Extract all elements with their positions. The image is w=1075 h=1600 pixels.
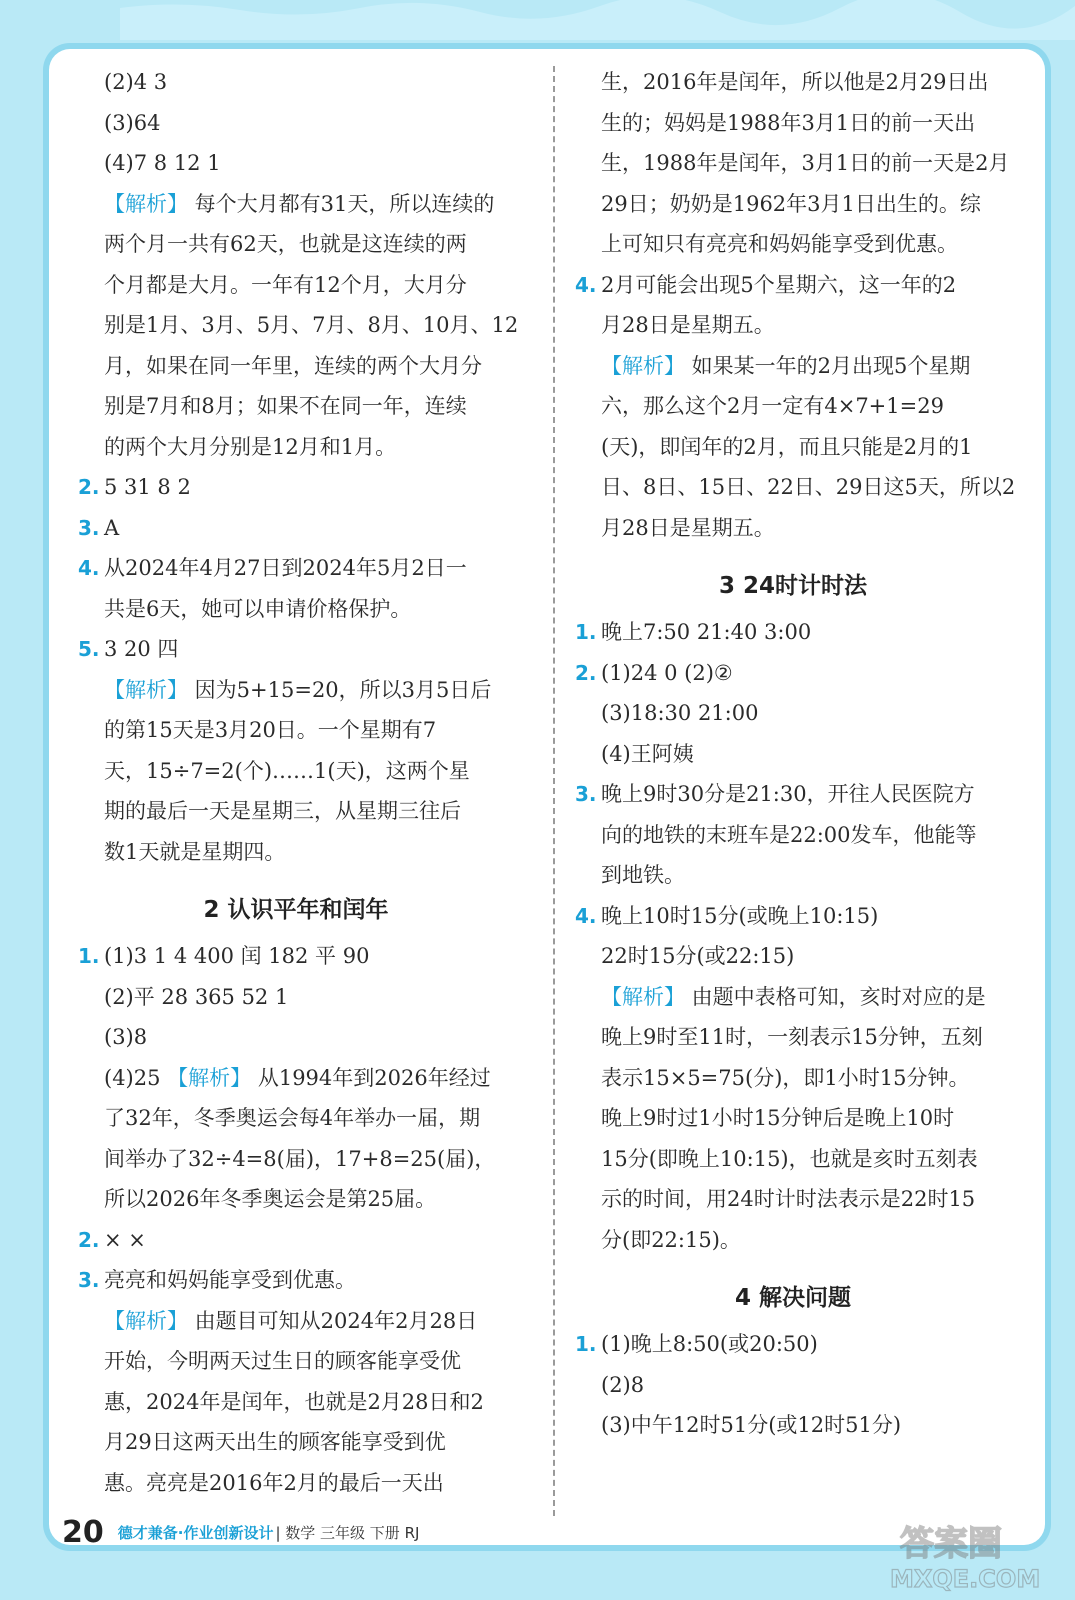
- text-line: [575, 977, 1011, 1018]
- line-text: 从2024年4月27日到2024年5月2日一: [104, 556, 467, 580]
- line-text: 晚上7:50 21:40 3:00: [601, 620, 812, 644]
- text-line: [575, 896, 1011, 937]
- line-text: 示的时间，用24时计时法表示是22时15: [601, 1187, 976, 1211]
- line-text: 晚上9时至11时，一刻表示15分钟，五刻: [601, 1025, 983, 1049]
- line-text: A: [104, 515, 120, 540]
- text-line: [78, 1341, 514, 1382]
- text-line: [575, 1139, 1011, 1180]
- line-text: 因为5+15=20，所以3月5日后: [188, 677, 492, 702]
- text-line: [575, 467, 1016, 508]
- line-text: 22时15分(或22:15): [601, 944, 795, 968]
- text-line: [78, 184, 514, 225]
- text-line: [78, 936, 514, 977]
- line-text: (3)8: [104, 1025, 148, 1049]
- line-text: (2)4 3: [104, 70, 168, 94]
- text-line: [78, 224, 514, 265]
- line-text: 间举办了32÷4=8(届)，17+8=25(届)，: [104, 1146, 496, 1171]
- analysis-tag: 【解析】: [104, 677, 188, 702]
- column-divider: [553, 66, 555, 1516]
- text-line: [575, 815, 1011, 856]
- section-heading: 3 24时计时法: [718, 573, 868, 599]
- text-line: [575, 143, 1011, 184]
- line-text: 向的地铁的末班车是22:00发车，他能等: [601, 822, 977, 847]
- line-text: 惠，2024年是闰年，也就是2月28日和2: [104, 1389, 484, 1414]
- question-number: 5.: [78, 637, 100, 661]
- text-line: [78, 548, 514, 589]
- text-line: [78, 386, 514, 427]
- line-text: 晚上9时过1小时15分钟后是晚上10时: [601, 1106, 955, 1130]
- line-text: (2)平 28 365 52 1: [104, 984, 289, 1009]
- question-number: 4.: [78, 556, 100, 580]
- text-line: [575, 1058, 1011, 1099]
- text-line: [575, 386, 1011, 427]
- text-line: [575, 508, 1011, 549]
- text-line: [78, 467, 514, 508]
- text-line: [78, 143, 514, 184]
- text-line: [78, 589, 514, 630]
- text-line: [575, 224, 1011, 265]
- text-line: [78, 103, 514, 144]
- question-number: 4.: [575, 903, 597, 928]
- question-number: 3.: [575, 782, 597, 806]
- left-column: [78, 62, 519, 1503]
- line-text: (天)，即闰年的2月，而且只能是2月的1: [601, 434, 973, 459]
- line-text: (1)晚上8:50(或20:50): [601, 1332, 818, 1356]
- line-text: (3)18:30 21:00: [601, 701, 759, 725]
- line-text: (4)王阿姨: [601, 741, 694, 766]
- text-line: [575, 855, 1011, 896]
- line-text: 天，15÷7=2(个)……1(天)，这两个星: [104, 758, 470, 783]
- section-heading: 4 解决问题: [734, 1285, 851, 1311]
- line-text: 生，2016年是闰年，所以他是2月29日出: [601, 70, 989, 94]
- question-number: 1.: [78, 944, 100, 968]
- analysis-tag: 【解析】: [601, 353, 685, 378]
- page-number: 20: [62, 1514, 104, 1550]
- text-line: [575, 1324, 1011, 1365]
- text-line: [78, 508, 514, 549]
- text-line: [78, 62, 514, 103]
- question-number: 2.: [575, 660, 597, 685]
- text-line: [78, 1463, 514, 1504]
- line-text: 共是6天，她可以申请价格保护。: [104, 596, 412, 621]
- line-text: 表示15×5=75(分)，即1小时15分钟。: [601, 1065, 970, 1090]
- text-line: [78, 629, 514, 670]
- text-line: [78, 1179, 514, 1220]
- line-text: 了32年，冬季奥运会每4年举办一届，期: [104, 1106, 481, 1130]
- text-line: [575, 1220, 1011, 1261]
- line-text: 两个月一共有62天，也就是这连续的两: [104, 232, 467, 256]
- line-text: 3 20 四: [104, 637, 179, 661]
- line-text: 到地铁。: [601, 863, 685, 887]
- site-watermark: [880, 1515, 1060, 1595]
- analysis-tag: 【解析】: [104, 191, 188, 216]
- text-line: [575, 612, 1011, 653]
- line-text: 上可知只有亮亮和妈妈能享受到优惠。: [601, 232, 958, 256]
- line-text: 5 31 8 2: [104, 475, 191, 499]
- text-line: [78, 710, 514, 751]
- text-line: [575, 427, 1011, 468]
- line-text: 期的最后一天是星期三，从星期三往后: [104, 799, 461, 823]
- line-text: (3)中午12时51分(或12时51分): [601, 1413, 902, 1437]
- analysis-tag: 【解析】: [601, 984, 685, 1009]
- text-line: [575, 184, 1011, 225]
- text-line: [78, 977, 514, 1018]
- line-text: 如果某一年的2月出现5个星期: [685, 353, 971, 378]
- line-text: 分(即22:15)。: [601, 1227, 741, 1252]
- watermark-top-text: 答案圈: [900, 1524, 1002, 1564]
- line-text: (2)8: [601, 1372, 645, 1397]
- line-text: 晚上10时15分(或晚上10:15): [601, 903, 879, 928]
- line-text: 开始，今明两天过生日的顾客能享受优: [104, 1349, 461, 1373]
- line-text: 六，那么这个2月一定有4×7+1=29: [601, 394, 944, 418]
- question-number: 1.: [575, 620, 597, 644]
- text-line: [78, 346, 514, 387]
- analysis-tag: 【解析】: [104, 1308, 188, 1333]
- line-text: (4)7 8 12 1: [104, 151, 221, 175]
- line-text: 由题中表格可知，亥时对应的是: [685, 984, 986, 1009]
- line-text: 的两个大月分别是12月和1月。: [104, 434, 397, 459]
- text-line: [575, 734, 1011, 775]
- text-line: [575, 1405, 1011, 1446]
- line-text: 所以2026年冬季奥运会是第25届。: [104, 1187, 437, 1211]
- text-line: [78, 670, 514, 711]
- line-text: 亮亮和妈妈能享受到优惠。: [104, 1268, 356, 1292]
- text-line: [575, 62, 1011, 103]
- line-text: 数1天就是星期四。: [104, 839, 286, 864]
- line-text: (1)24 0 (2)②: [601, 660, 733, 685]
- line-text: (1)3 1 4 400 闰 182 平 90: [104, 944, 370, 968]
- text-line: [575, 305, 1011, 346]
- line-text: × ×: [104, 1227, 146, 1252]
- text-line: [78, 1139, 514, 1180]
- line-text: 29日；奶奶是1962年3月1日出生的。综: [601, 191, 981, 216]
- section-heading: 2 认识平年和闰年: [203, 897, 389, 923]
- question-number: 3.: [78, 1268, 100, 1292]
- question-number: 2.: [78, 1227, 100, 1252]
- line-text: 15分(即晚上10:15)，也就是亥时五刻表: [601, 1146, 978, 1171]
- line-text: 2月可能会出现5个星期六，这一年的2: [601, 272, 957, 297]
- text-line: [78, 832, 514, 873]
- text-line: [575, 936, 1011, 977]
- line-text: 别是1月、3月、5月、7月、8月、10月、12: [104, 313, 519, 337]
- text-line: [575, 1098, 1011, 1139]
- line-text: 月29日这两天出生的顾客能享受到优: [104, 1430, 446, 1454]
- line-text: 从1994年到2026年经过: [251, 1065, 491, 1090]
- text-line: [78, 1098, 514, 1139]
- watermark-bottom-text: MXQE.COM: [890, 1565, 1041, 1593]
- line-text: 晚上9时30分是21:30，开往人民医院方: [601, 782, 975, 806]
- text-line: [78, 1301, 514, 1342]
- text-line: [78, 1220, 514, 1261]
- page-footer: [62, 1512, 419, 1552]
- analysis-tag: 【解析】: [167, 1065, 252, 1090]
- text-line: [78, 1058, 514, 1099]
- top-wave-decoration: [120, 0, 1075, 40]
- line-text: 别是7月和8月；如果不在同一年，连续: [104, 394, 467, 418]
- line-text: 的第15天是3月20日。一个星期有7: [104, 718, 437, 742]
- line-text: (3)64: [104, 110, 161, 135]
- line-text: 个月都是大月。一年有12个月，大月分: [104, 272, 467, 297]
- text-line: [78, 427, 514, 468]
- text-line: [78, 265, 514, 306]
- line-text: 日、8日、15日、22日、29日这5天，所以2: [601, 475, 1016, 499]
- text-line: [78, 305, 519, 346]
- question-number: 2.: [78, 475, 100, 499]
- text-line: [575, 774, 1011, 815]
- question-number: 1.: [575, 1332, 597, 1356]
- text-line: [78, 1260, 514, 1301]
- answer-prefix: (4)25: [104, 1065, 168, 1090]
- text-line: [575, 103, 1011, 144]
- line-text: 月28日是星期五。: [601, 313, 775, 337]
- text-line: [78, 1382, 514, 1423]
- text-line: [78, 1422, 514, 1463]
- question-number: 4.: [575, 272, 597, 297]
- book-meta: | 数学 三年级 下册 RJ: [275, 1523, 420, 1542]
- text-line: [575, 1179, 1011, 1220]
- text-line: [78, 791, 514, 832]
- line-text: 由题目可知从2024年2月28日: [188, 1308, 478, 1333]
- text-line: [78, 751, 514, 792]
- text-line: [575, 265, 1011, 306]
- line-text: 月28日是星期五。: [601, 515, 775, 540]
- text-line: [575, 693, 1011, 734]
- text-line: [575, 653, 1011, 694]
- text-line: [575, 1365, 1011, 1406]
- question-number: 3.: [78, 515, 100, 540]
- line-text: 生的；妈妈是1988年3月1日的前一天出: [601, 110, 976, 135]
- text-line: [575, 346, 1011, 387]
- text-line: [575, 1017, 1011, 1058]
- right-column: [575, 62, 1016, 1446]
- line-text: 生，1988年是闰年，3月1日的前一天是2月: [601, 151, 1010, 175]
- line-text: 每个大月都有31天，所以连续的: [188, 191, 495, 216]
- book-brand: 德才兼备·作业创新设计: [117, 1523, 274, 1542]
- line-text: 月，如果在同一年里，连续的两个大月分: [104, 353, 482, 378]
- text-line: [78, 1017, 514, 1058]
- line-text: 惠。亮亮是2016年2月的最后一天出: [104, 1470, 444, 1495]
